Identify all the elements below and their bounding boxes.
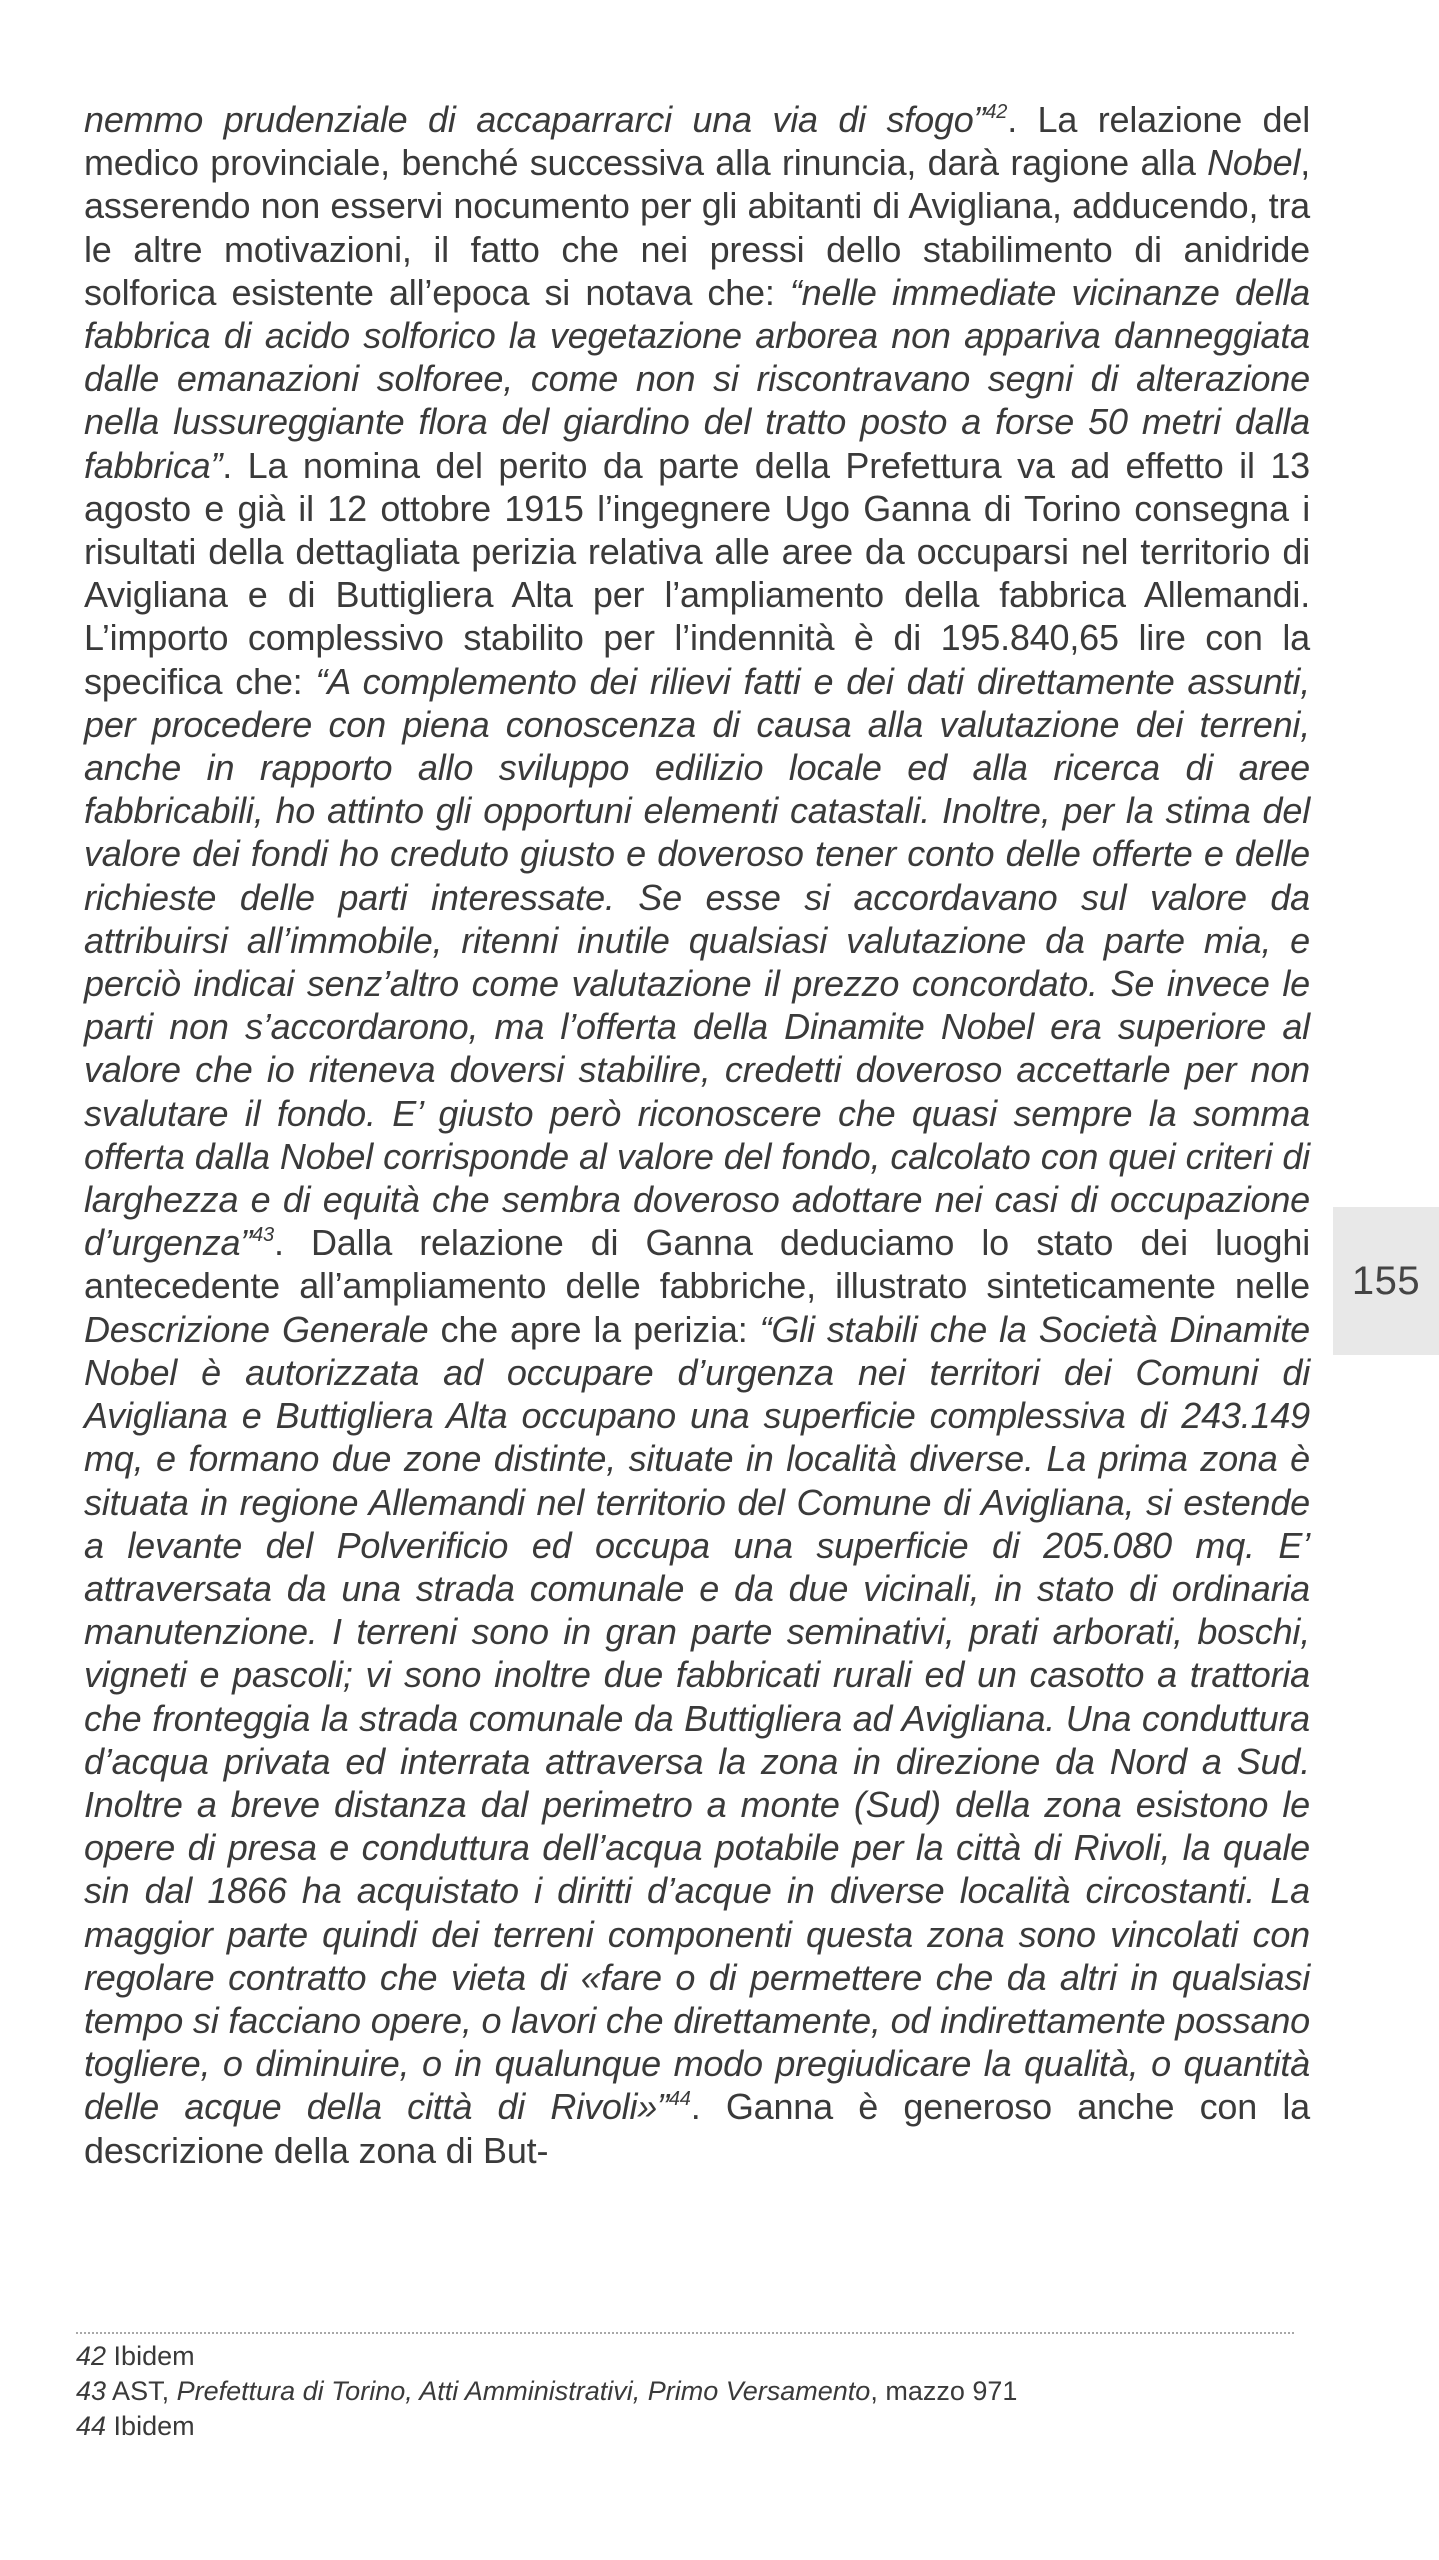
page-number-tab <box>1333 1207 1439 1355</box>
footnote-text: , mazzo 971 <box>870 2376 1018 2406</box>
footnote-number: 42 <box>76 2341 107 2371</box>
text-segment: . La relazione del medico provinciale, benché successiva alla rinuncia, darà ragione alla <box>84 99 1310 184</box>
quote-segment: nemmo prudenziale di accaparrarci una via di sfogo” <box>84 99 986 140</box>
text-segment: . La nomina del perito da parte della Prefettura va ad effetto il 13 agosto e già il 12 ottobre 1915 l’ingegnere Ugo Ganna di Torino consegna i risultati della dettagliata perizia relativa alle aree da occuparsi nel territorio di Avigliana e di Buttigliera Alta per l’ampliamento della fabbrica Allemandi. L’importo complessivo stabilito per l’indennità è di 195.840,65 lire con la specifica che: <box>84 444 1310 702</box>
footnote-44 <box>76 2409 1296 2444</box>
footnote-ref-42: 42 <box>985 101 1008 123</box>
footnote-42 <box>76 2339 1296 2374</box>
emphasis-segment: Nobel <box>1207 142 1301 184</box>
main-text <box>84 98 1310 2172</box>
footnote-text: Ibidem <box>106 2411 195 2441</box>
page-number: 155 <box>1351 1258 1421 1303</box>
footnote-text: AST, <box>106 2376 177 2406</box>
text-segment: . Ganna è generoso anche con la descrizione della zona di But- <box>84 2086 1310 2171</box>
footnotes <box>76 2339 1296 2444</box>
quote-segment: “A complemento dei rilievi fatti e dei dati direttamente assunti, per procedere con piena conoscenza di causa alla valutazione dei terreni, anche in rapporto allo sviluppo edilizio locale ed alla ricerca di aree fabbricabili, ho attinto gli opportuni elementi catastali. Inoltre, per la stima del valore dei fondi ho creduto giusto e doveroso tener conto delle offerte e delle richieste delle parti interessate. Se esse si accordavano sul valore da attribuirsi all’immobile, ritenni inutile qualsiasi valutazione da parte mia, e perciò indicai senz’altro come valutazione il prezzo concordato. Se invece le parti non s’accordarono, ma l’offerta della Dinamite Nobel era superiore al valore che io riteneva doversi stabilire, credetti doveroso accettarle per non svalutare il fondo. E’ giusto però riconoscere che quasi sempre la somma offerta dalla Nobel corrisponde al valore del fondo, calcolato con quei criteri di larghezza e di equità che sembra doveroso adottare nei casi di occupazione d’urgenza” <box>84 660 1310 1264</box>
quote-segment: “Gli stabili che la Società Dinamite Nobel è autorizzata ad occupare d’urgenza nei territori dei Comuni di Avigliana e Buttigliera Alta occupano una superficie complessiva di 243.149 mq, e formano due zone distinte, situate in località diverse. La prima zona è situata in regione Allemandi nel territorio del Comune di Avigliana, si estende a levante del Polverificio ed occupa una superficie di 205.080 mq. E’ attraversata da una strada comunale e da due vicinali, in stato di ordinaria manutenzione. I terreni sono in gran parte seminativi, prati arborati, boschi, vigneti e pascoli; vi sono inoltre due fabbricati rurali ed un casotto a trattoria che fronteggia la strada comunale da Buttigliera ad Avigliana. Una conduttura d’acqua privata ed interrata attraversa la zona in direzione da Nord a Sud. Inoltre a breve distanza dal perimetro a monte (Sud) della zona esistono le opere di presa e conduttura dell’acqua potabile per la città di Rivoli, la quale sin dal 1866 ha acquistato i diritti d’acque in diverse località circostanti. La maggior parte quindi dei terreni componenti questa zona sono vincolati con regolare contratto che vieta di «fare o di permettere che da altri in qualsiasi tempo si facciano opere, o lavori che direttamente, od indirettamente possano togliere, o diminuire, o in qualunque modo pregiudicare la qualità, o quantità delle acque della città di Rivoli»” <box>84 1308 1311 2128</box>
footnote-divider <box>76 2332 1294 2334</box>
text-segment: , asserendo non esservi nocumento per gli abitanti di Avigliana, adducendo, tra le altre motivazioni, il fatto che nei pressi dello stabilimento di anidride solforica esistente all’epoca si notava che: <box>84 142 1310 313</box>
footnote-number: 44 <box>76 2411 107 2441</box>
footnote-source-title: Prefettura di Torino, Atti Amministrativi, Primo Versamento <box>176 2376 871 2406</box>
emphasis-segment: Descrizione Generale <box>84 1308 429 1350</box>
text-segment: . Dalla relazione di Ganna deduciamo lo stato dei luoghi antecedente all’ampliamento delle fabbriche, illustrato sinteticamente nelle <box>84 1222 1310 1307</box>
footnote-text: Ibidem <box>106 2341 195 2371</box>
footnote-number: 43 <box>76 2376 107 2406</box>
quote-segment: “nelle immediate vicinanze della fabbrica di acido solforico la vegetazione arborea non appariva danneggiata dalle emanazioni solforee, come non si riscontravano segni di alterazione nella lussureggiante flora del giardino del tratto posto a forse 50 metri dalla fabbrica” <box>84 271 1310 486</box>
footnote-43 <box>76 2374 1296 2409</box>
footnote-ref-44: 44 <box>668 2088 691 2111</box>
footnote-ref-43: 43 <box>252 1224 274 1247</box>
text-segment: che apre la perizia: <box>428 1308 760 1350</box>
paragraph <box>84 98 1310 2172</box>
